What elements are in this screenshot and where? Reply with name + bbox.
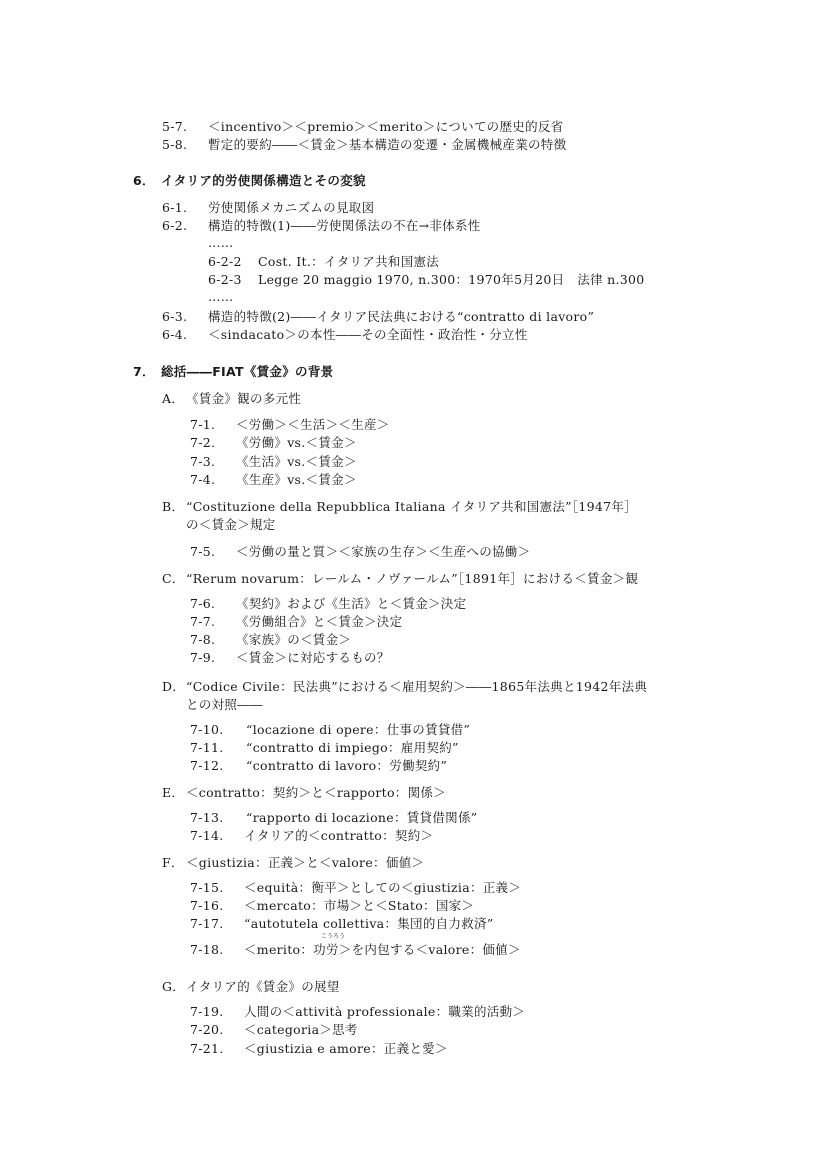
subsection-letter: G．: [162, 979, 186, 994]
toc-item-6-1: [162, 200, 374, 216]
toc-item-7-9: [190, 650, 390, 666]
item-text: ＜賃金＞に対応するもの？: [236, 650, 390, 665]
toc-item-6-2-2: [208, 254, 439, 270]
item-number: 7-2.: [190, 435, 216, 450]
item-number: 7-17.: [190, 916, 224, 931]
section-heading-7: [133, 364, 333, 380]
item-number: 7-3.: [190, 454, 216, 469]
subsection-heading-b-cont: [186, 517, 276, 533]
subsection-heading-d: [162, 679, 647, 695]
item-number: 7-14.: [190, 828, 224, 843]
item-text: “autotutela collettiva：集団的自力救済”: [244, 916, 494, 931]
subsection-title-cont: との対照――: [186, 697, 263, 712]
item-number: 7-20.: [190, 1022, 224, 1037]
item-text: ＜giustizia e amore：正義と愛＞: [244, 1041, 448, 1056]
item-text: ＜merito：功労＞を内包する＜valore：価値＞: [244, 942, 521, 957]
section-title: 総括――FIAT《賃金》の背景: [161, 364, 334, 379]
item-text: ＜categoria＞思考: [244, 1022, 358, 1037]
item-number: 7-7.: [190, 614, 216, 629]
subsection-heading-c: [162, 571, 638, 587]
toc-item-5-8: [162, 137, 566, 153]
toc-item-7-12: [190, 758, 447, 774]
subsection-letter: D．: [162, 679, 186, 694]
item-text: 《生活》vs.＜賃金＞: [236, 454, 357, 469]
ellipsis: [208, 235, 234, 251]
toc-item-7-20: [190, 1022, 358, 1038]
item-text: ＜mercato：市場＞と＜Stato：国家＞: [244, 898, 475, 913]
subsection-heading-e: [162, 785, 446, 801]
item-text: “rapporto di locazione：賃貸借関係”: [246, 810, 478, 825]
toc-item-7-18: [190, 942, 521, 958]
item-text: Cost. It.：イタリア共和国憲法: [258, 254, 440, 269]
toc-item-7-11: [190, 740, 459, 756]
subsection-title: イタリア的《賃金》の展望: [186, 979, 340, 994]
toc-item-7-4: [190, 472, 357, 488]
item-text: ＜労働の量と質＞＜家族の生存＞＜生産への協働＞: [236, 544, 531, 559]
ellipsis: [208, 289, 234, 305]
subsection-heading-b: [162, 499, 637, 515]
subsection-title: “Costituzione della Repubblica Italiana イタリア共和国憲法”［1947年］: [186, 499, 638, 514]
item-text: 《労働組合》と＜賃金＞決定: [236, 614, 403, 629]
item-text: 《労働》vs.＜賃金＞: [236, 435, 357, 450]
section-heading-6: [133, 173, 366, 189]
item-number: 7-5.: [190, 544, 216, 559]
item-number: 6-1.: [162, 200, 188, 215]
item-text: ＜労働＞＜生活＞＜生産＞: [236, 417, 390, 432]
toc-item-7-6: [190, 596, 466, 612]
item-text: ＜incentivo＞＜premio＞＜merito＞についての歴史的反省: [208, 119, 564, 134]
item-text: Legge 20 maggio 1970, n.300：1970年5月20日 法律 n.300: [258, 272, 645, 287]
toc-item-6-4: [162, 327, 528, 343]
ruby-annotation: こうろう: [321, 933, 346, 940]
toc-item-7-8: [190, 632, 351, 648]
subsection-title: “Rerum novarum：レールム・ノヴァールム”［1891年］における＜賃金＞観: [186, 571, 639, 586]
subsection-heading-f: [162, 855, 424, 871]
item-text: 《生産》vs.＜賃金＞: [236, 472, 357, 487]
item-number: 7-12.: [190, 758, 224, 773]
toc-item-6-2: [162, 218, 481, 234]
item-number: 7-15.: [190, 880, 224, 895]
item-number: 7-18.: [190, 942, 224, 957]
item-text: “locazione di opere：仕事の賃貸借”: [246, 722, 471, 737]
item-number: 7-4.: [190, 472, 216, 487]
section-title: イタリア的労使関係構造とその変貌: [161, 173, 366, 188]
subsection-title: ＜giustizia：正義＞と＜valore：価値＞: [186, 855, 425, 870]
item-text: 暫定的要約――＜賃金＞基本構造の変遷・金属機械産業の特徴: [208, 137, 567, 152]
item-text: 構造的特徴(2)――イタリア民法典における“contratto di lavoro”: [208, 309, 595, 324]
subsection-heading-g: [162, 979, 340, 995]
toc-item-7-10: [190, 722, 470, 738]
toc-item-7-1: [190, 417, 390, 433]
item-number: 6-2-2: [208, 254, 242, 269]
toc-item-7-5: [190, 544, 530, 560]
item-number: 7-16.: [190, 898, 224, 913]
subsection-heading-d-cont: [186, 697, 263, 713]
item-text: 構造的特徴(1)――労使関係法の不在→非体系性: [208, 218, 481, 233]
toc-item-7-19: [190, 1004, 525, 1020]
section-number: 6．: [133, 173, 155, 188]
subsection-title-cont: の＜賃金＞規定: [186, 517, 276, 532]
item-text: 人間の＜attività professionale：職業的活動＞: [244, 1004, 526, 1019]
item-text: 労使関係メカニズムの見取図: [208, 200, 375, 215]
toc-item-7-3: [190, 454, 357, 470]
toc-item-5-7: [162, 119, 563, 135]
item-number: 5-7.: [162, 119, 188, 134]
item-number: 6-4.: [162, 327, 188, 342]
ellipsis-text: ……: [208, 289, 234, 304]
toc-item-7-21: [190, 1041, 448, 1057]
subsection-letter: B．: [162, 499, 185, 514]
toc-item-6-2-3: [208, 272, 645, 288]
item-number: 7-21.: [190, 1041, 224, 1056]
toc-item-7-2: [190, 435, 357, 451]
section-number: 7．: [133, 364, 155, 379]
toc-item-7-16: [190, 898, 474, 914]
item-text: ＜equità：衡平＞としての＜giustizia：正義＞: [244, 880, 522, 895]
item-text: “contratto di lavoro：労働契約”: [246, 758, 448, 773]
item-number: 7-9.: [190, 650, 216, 665]
subsection-heading-a: [162, 391, 301, 407]
subsection-letter: F．: [162, 855, 184, 870]
ellipsis-text: ……: [208, 235, 234, 250]
subsection-letter: E．: [162, 785, 185, 800]
subsection-title: 《賃金》観の多元性: [186, 391, 302, 406]
subsection-title: “Codice Civile：民法典”における＜雇用契約＞――1865年法典と1942年法典: [186, 679, 648, 694]
item-number: 6-2-3: [208, 272, 242, 287]
item-number: 7-11.: [190, 740, 224, 755]
item-number: 6-2.: [162, 218, 188, 233]
toc-item-6-3: [162, 309, 594, 325]
toc-item-7-7: [190, 614, 402, 630]
item-number: 7-19.: [190, 1004, 224, 1019]
item-number: 7-8.: [190, 632, 216, 647]
item-number: 5-8.: [162, 137, 188, 152]
item-text: 《契約》および《生活》と＜賃金＞決定: [236, 596, 467, 611]
item-number: 7-13.: [190, 810, 224, 825]
item-number: 6-3.: [162, 309, 188, 324]
toc-item-7-15: [190, 880, 521, 896]
toc-item-7-17: [190, 916, 494, 932]
toc-item-7-14: [190, 828, 433, 844]
toc-item-7-13: [190, 810, 477, 826]
item-text: イタリア的＜contratto：契約＞: [244, 828, 434, 843]
subsection-letter: A．: [162, 391, 185, 406]
subsection-letter: C．: [162, 571, 185, 586]
item-number: 7-10.: [190, 722, 224, 737]
item-number: 7-6.: [190, 596, 216, 611]
item-text: “contratto di impiego：雇用契約”: [246, 740, 459, 755]
item-number: 7-1.: [190, 417, 216, 432]
item-text: 《家族》の＜賃金＞: [236, 632, 352, 647]
item-text: ＜sindacato＞の本性――その全面性・政治性・分立性: [208, 327, 528, 342]
subsection-title: ＜contratto：契約＞と＜rapporto：関係＞: [186, 785, 446, 800]
